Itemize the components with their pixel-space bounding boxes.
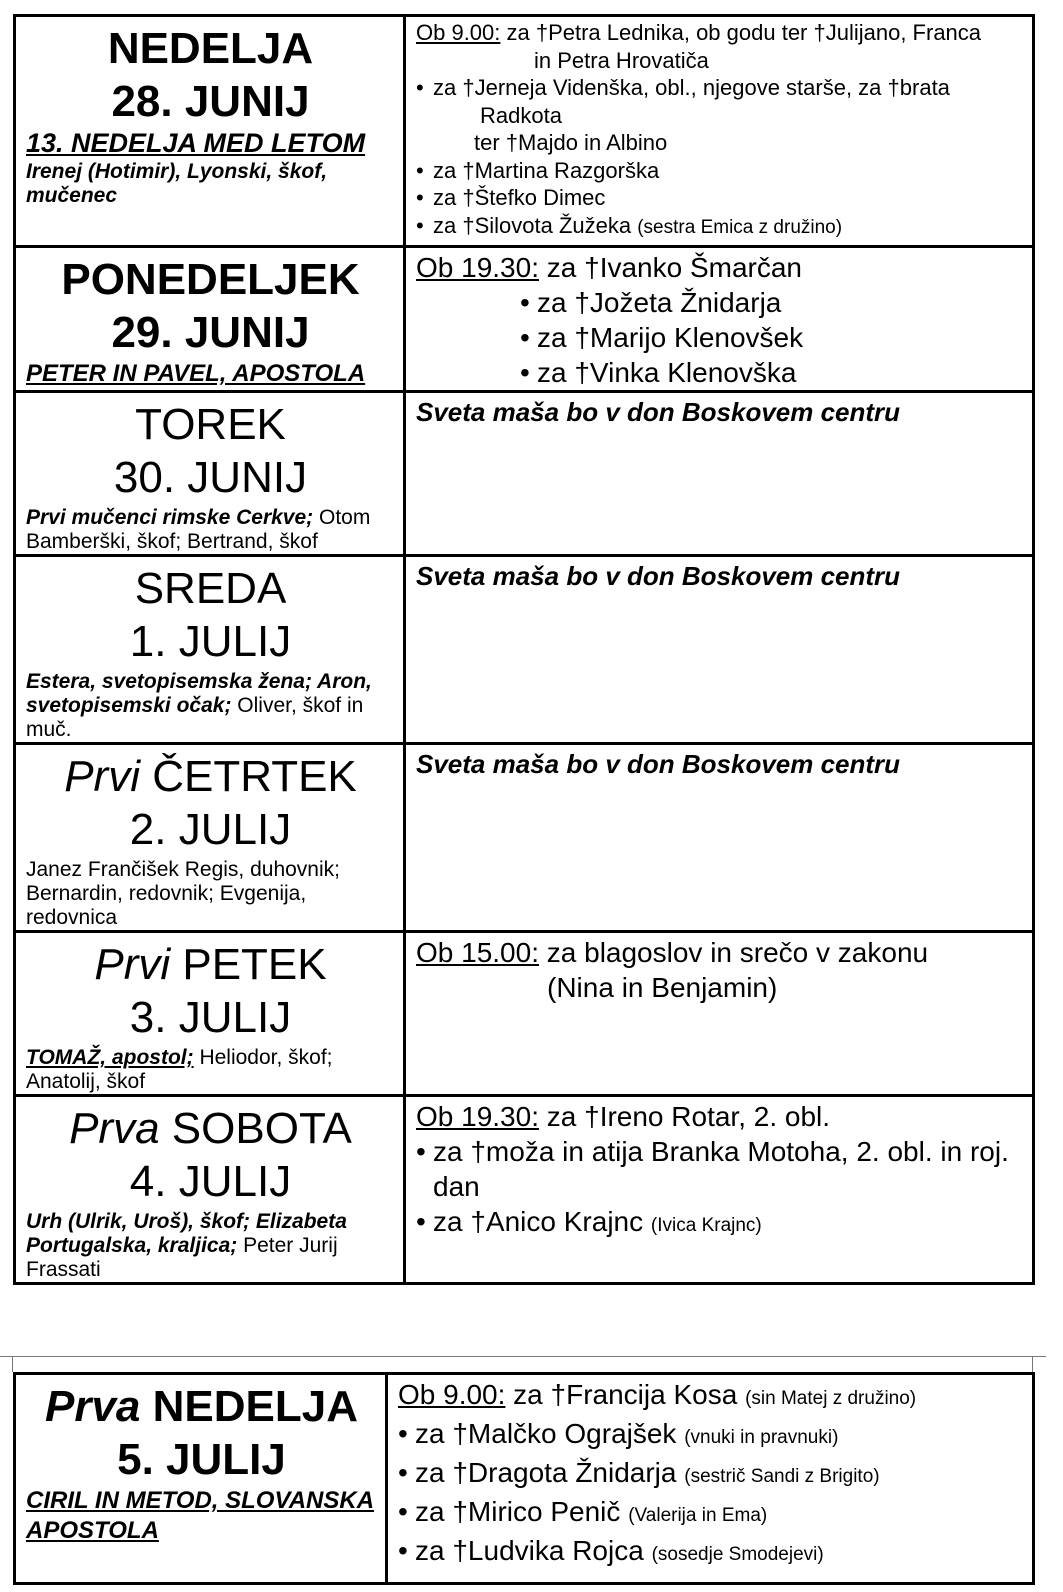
page-divider-tick (12, 1356, 13, 1372)
mass-time: Ob 15.00: (416, 937, 539, 968)
page-divider-tick (1032, 1356, 1033, 1372)
day-date: 5. JULIJ (117, 1435, 286, 1484)
day-date: 28. JUNIJ (111, 77, 310, 126)
donor-note: (sestra Emica z družino) (637, 216, 843, 238)
table-row (15, 392, 1034, 556)
intention-line: • za †Mirico Penič (Valerija in Ema) (398, 1494, 1022, 1533)
intention-line: • za †Štefko Dimec (416, 184, 1022, 212)
mass-intentions (405, 744, 1034, 932)
feast-title: CIRIL IN METOD, SLOVANSKA APOSTOLA (26, 1487, 375, 1544)
mass-intentions (405, 556, 1034, 744)
day-cell (15, 247, 405, 392)
mass-time: Ob 9.00: (398, 1379, 506, 1410)
mass-location-message: Sveta maša bo v don Boskovem centru (416, 561, 901, 591)
intention-line: dan (433, 1171, 480, 1202)
mass-time: Ob 9.00: (416, 20, 501, 45)
day-name: Prvi PETEK (94, 940, 327, 989)
day-name: Prvi ČETRTEK (64, 752, 357, 801)
day-cell (15, 744, 405, 932)
intention-line: • za †Dragota Žnidarja (sestrič Sandi z Brigito) (398, 1455, 1022, 1494)
page-divider (0, 1356, 1046, 1357)
feast-saints: Urh (Ulrik, Uroš), škof; Elizabeta Portugalska, kraljica; Peter Jurij Frassati (26, 1210, 347, 1281)
intention-line: in Petra Hrovatiča (534, 47, 709, 73)
feast-saints: Irenej (Hotimir), Lyonski, škof, mučenec (26, 160, 328, 207)
intention-line: • za †moža in atija Branka Motoha, 2. obl. in roj. (416, 1134, 1022, 1169)
day-date: 29. JUNIJ (111, 308, 310, 357)
mass-schedule-table-next-week (13, 1372, 1035, 1585)
intention-line: Ob 19.30: za †Ireno Rotar, 2. obl. (416, 1101, 831, 1132)
intention-line: • za †Jerneja Videnška, obl., njegove starše, za †brata (416, 74, 1022, 102)
day-name: SREDA (134, 564, 287, 613)
day-date: 3. JULIJ (129, 993, 292, 1042)
mass-schedule-table (13, 14, 1035, 1285)
mass-intentions (405, 16, 1034, 247)
day-name: Prva NEDELJA (44, 1382, 359, 1431)
intention-line: Ob 19.30: za †Ivanko Šmarčan (416, 252, 803, 283)
intention-line: • za †Jožeta Žnidarja (416, 285, 1022, 320)
donor-note: (sin Matej z družino) (745, 1388, 917, 1409)
mass-intentions (405, 932, 1034, 1096)
intention-line: • za †Malčko Ograjšek (vnuki in pravnuki) (398, 1416, 1022, 1455)
intention-line: Ob 15.00: za blagoslov in srečo v zakonu (416, 937, 929, 968)
feast-saints: Estera, svetopisemska žena; Aron, svetopisemski očak; Oliver, škof in muč. (26, 670, 372, 741)
day-date: 1. JULIJ (129, 617, 292, 666)
day-name: NEDELJA (107, 24, 314, 73)
day-cell (15, 1096, 405, 1284)
mass-intentions (387, 1374, 1034, 1584)
donor-note: (sosedje Smodejevi) (651, 1544, 824, 1565)
day-name: Prva SOBOTA (69, 1104, 352, 1153)
cropped-previous-line (0, 0, 1063, 10)
mass-time: Ob 19.30: (416, 1101, 539, 1132)
feast-title: PETER IN PAVEL, APOSTOLA (26, 360, 366, 387)
day-cell (15, 16, 405, 247)
intention-line: • za †Marijo Klenovšek (416, 320, 1022, 355)
day-name: TOREK (135, 400, 286, 449)
table-row (15, 247, 1034, 392)
feast-saints: Janez Frančišek Regis, duhovnik; Bernardin, redovnik; Evgenija, redovnica (26, 858, 340, 929)
table-row (15, 16, 1034, 247)
intention-line: • za †Vinka Klenovška (416, 355, 1022, 390)
day-cell (15, 932, 405, 1096)
feast-saints: TOMAŽ, apostol; Heliodor, škof; Anatolij, škof (26, 1046, 333, 1093)
mass-location-message: Sveta maša bo v don Boskovem centru (416, 397, 901, 427)
intention-line: (Nina in Benjamin) (547, 972, 778, 1003)
mass-time: Ob 19.30: (416, 252, 539, 283)
day-name: PONEDELJEK (61, 255, 360, 304)
intention-line: • za †Anico Krajnc (Ivica Krajnc) (416, 1204, 1022, 1243)
day-date: 2. JULIJ (129, 805, 292, 854)
day-cell (15, 556, 405, 744)
feast-saints: Prvi mučenci rimske Cerkve; Otom Bamberški, škof; Bertrand, škof (26, 506, 371, 553)
day-cell (15, 392, 405, 556)
intention-line: Radkota (480, 102, 562, 128)
donor-note: (sestrič Sandi z Brigito) (684, 1466, 880, 1487)
mass-location-message: Sveta maša bo v don Boskovem centru (416, 749, 901, 779)
table-row (15, 1096, 1034, 1284)
feast-title: 13. NEDELJA MED LETOM (26, 128, 366, 158)
intention-line: ter †Majdo in Albino (474, 130, 668, 155)
table-row (15, 932, 1034, 1096)
intention-line: • za †Martina Razgorška (416, 157, 1022, 185)
mass-intentions (405, 247, 1034, 392)
table-row (15, 1374, 1034, 1584)
intention-line: • za †Ludvika Rojca (sosedje Smodejevi) (398, 1533, 1022, 1572)
donor-note: (Ivica Krajnc) (650, 1215, 762, 1236)
mass-intentions (405, 392, 1034, 556)
table-row (15, 556, 1034, 744)
mass-intentions (405, 1096, 1034, 1284)
day-date: 30. JUNIJ (113, 453, 308, 502)
intention-line: • za †Silovota Žužeka (sestra Emica z družino) (416, 212, 1022, 242)
day-date: 4. JULIJ (129, 1157, 292, 1206)
donor-note: (Valerija in Ema) (628, 1505, 768, 1526)
table-row (15, 744, 1034, 932)
donor-note: (vnuki in pravnuki) (684, 1427, 839, 1448)
intention-line: Ob 9.00: za †Petra Lednika, ob godu ter †Julijano, Franca (416, 20, 982, 45)
intention-line: Ob 9.00: za †Francija Kosa (sin Matej z družino) (398, 1379, 917, 1410)
day-cell (15, 1374, 387, 1584)
